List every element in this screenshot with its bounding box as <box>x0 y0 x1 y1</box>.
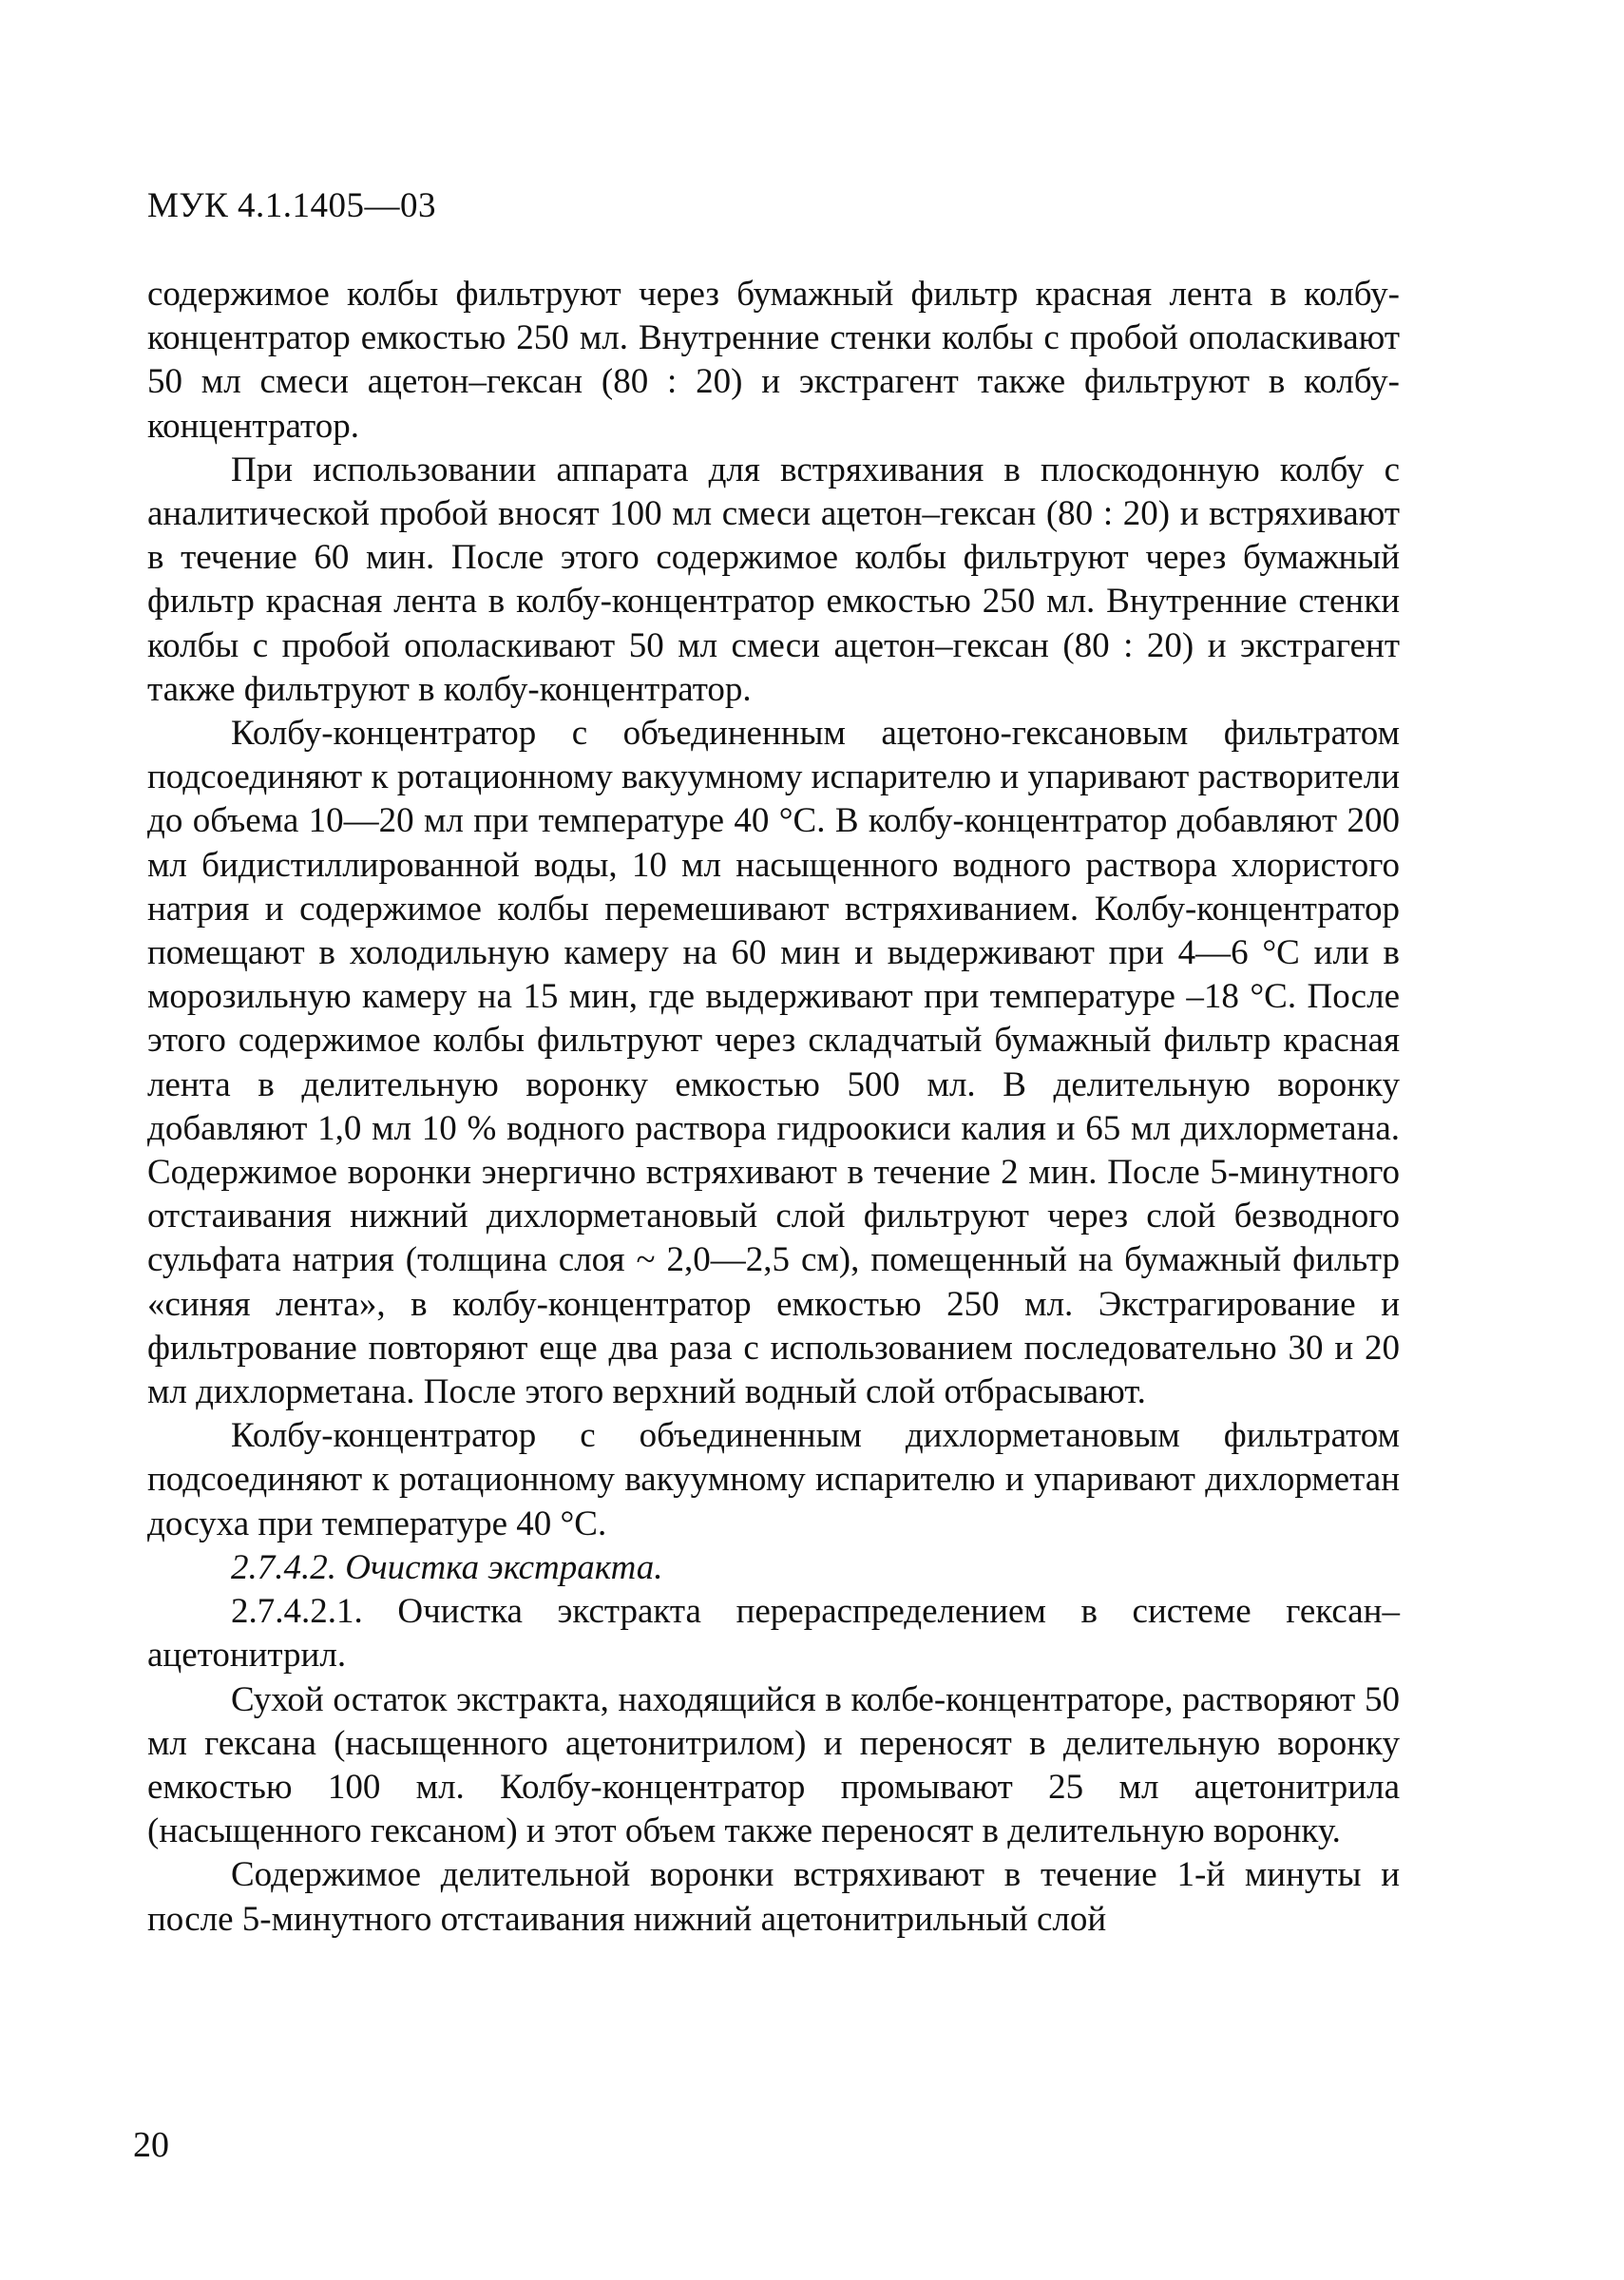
paragraph-shaker-apparatus: При использовании аппарата для встряхивания в плоскодонную колбу с аналитической пробой вносят 100 мл смеси ацетон–гексан (80 : 20) и встряхивают в течение 60 мин. После этого содержимое колбы фильтруют через бумажный фильтр красная лента в колбу-концентратор емкостью 250 мл. Внутренние стенки колбы с пробой ополаскивают 50 мл смеси ацетон–гексан (80 : 20) и экстрагент также фильтруют в колбу-концентратор. <box>147 450 1400 709</box>
page-body <box>147 273 1400 1942</box>
paragraph-dichloromethane-filtrate: Колбу-концентратор с объединенным дихлорметановым фильтратом подсоединяют к ротационному вакуумному испарителю и упаривают дихлорметан досуха при температуре 40 °С. <box>147 1416 1400 1543</box>
paragraph-dry-residue: Сухой остаток экстракта, находящийся в колбе-концентраторе, растворяют 50 мл гексана (насыщенного ацетонитрилом) и переносят в делительную воронку емкостью 100 мл. Колбу-концентратор промывают 25 мл ацетонитрила (насыщенного гексаном) и этот объем также переносят в делительную воронку. <box>147 1679 1400 1851</box>
paragraph-continuation: содержимое колбы фильтруют через бумажный фильтр красная лента в колбу-концентратор емкостью 250 мл. Внутренние стенки колбы с пробой ополаскивают 50 мл смеси ацетон–гексан (80 : 20) и экстрагент также фильтруют в колбу-концентратор. <box>147 275 1400 446</box>
subsection-heading-hexane-acetonitrile: 2.7.4.2.1. Очистка экстракта перераспределением в системе гексан–ацетонитрил. <box>147 1592 1400 1676</box>
document-code-header: МУК 4.1.1405—03 <box>147 186 437 225</box>
page-number: 20 <box>133 2125 169 2165</box>
paragraph-acetone-hexane-filtrate: Колбу-концентратор с объединенным ацетоно-гексановым фильтратом подсоединяют к ротационному вакуумному испарителю и упаривают растворители до объема 10—20 мл при температуре 40 °С. В колбу-концентратор добавляют 200 мл бидистиллированной воды, 10 мл насыщенного водного раствора хлористого натрия и содержимое колбы перемешивают встряхиванием. Колбу-концентратор помещают в холодильную камеру на 60 мин и выдерживают при 4—6 °С или в морозильную камеру на 15 мин, где выдерживают при температуре –18 °С. После этого содержимое колбы фильтруют через складчатый бумажный фильтр красная лента в делительную воронку емкостью 500 мл. В делительную воронку добавляют 1,0 мл 10 % водного раствора гидроокиси калия и 65 мл дихлорметана. Содержимое воронки энергично встряхивают в течение 2 мин. После 5-минутного отстаивания нижний дихлорметановый слой фильтруют через слой безводного сульфата натрия (толщина слоя ~ 2,0—2,5 см), помещенный на бумажный фильтр «синяя лента», в колбу-концентратор емкостью 250 мл. Экстрагирование и фильтрование повторяют еще два раза с использованием последовательно 30 и 20 мл дихлорметана. После этого верхний водный слой отбрасывают. <box>147 714 1400 1412</box>
paragraph-separatory-funnel: Содержимое делительной воронки встряхивают в течение 1-й минуты и после 5-минутного отстаивания нижний ацетонитрильный слой <box>147 1855 1400 1939</box>
section-heading-extract-cleanup: 2.7.4.2. Очистка экстракта. <box>231 1547 663 1587</box>
